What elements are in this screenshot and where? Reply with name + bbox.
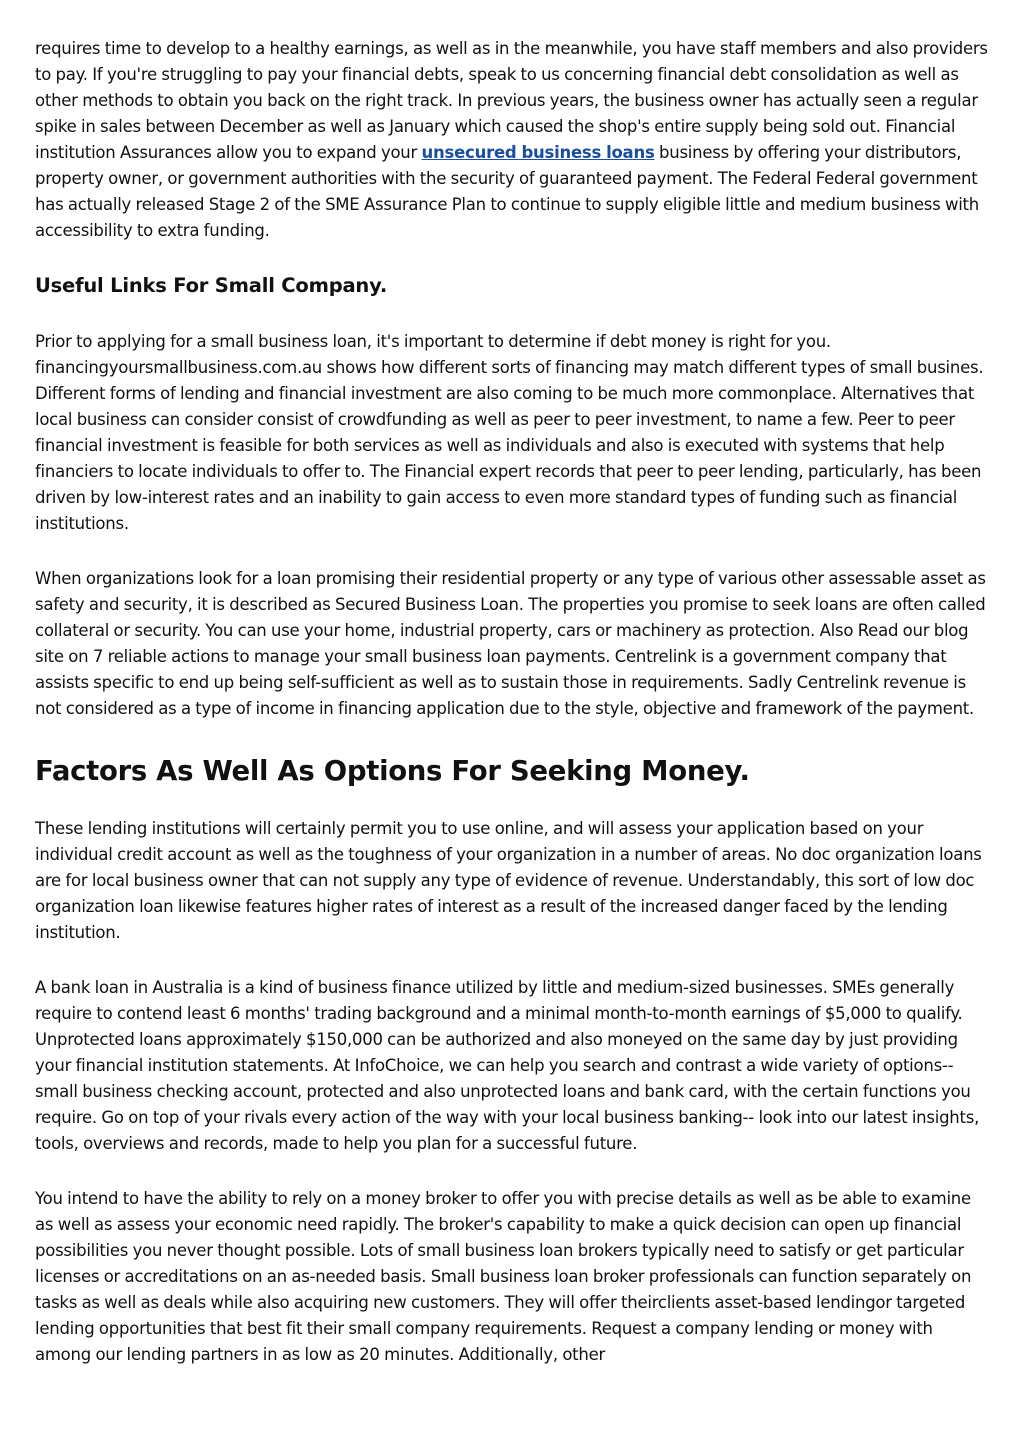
body-paragraph: Prior to applying for a small business loan, it's important to determine if debt money is right for you. financingyoursmallbusiness.com.au shows how different sorts of financing may match different types of small busines. Different forms of lending and financial investment are also coming to be much more commonplace. Alternatives that local business can consider consist of crowdfunding as well as peer to peer investment, to name a few. Peer to peer financial investment is feasible for both services as well as individuals and also is executed with systems that help financiers to locate individuals to offer to. The Financial expert records that peer to peer lending, particularly, has been driven by low-interest rates and an inability to gain access to even more standard types of funding such as financial institutions. [35,332,984,533]
body-paragraph: When organizations look for a loan promising their residential property or any type of various other assessable asset as safety and security, it is described as Secured Business Loan. The properties you promise to seek loans are often called collateral or security. You can use your home, industrial property, cars or machinery as protection. Also Read our blog site on 7 reliable actions to manage your small business loan payments. Centrelink is a government company that assists specific to end up being self-sufficient as well as to sustain those in requirements. Sadly Centrelink revenue is not considered as a type of income in financing application due to the style, objective and framework of the payment. [35,569,986,718]
document-page [35,36,991,1397]
section-heading-useful-links: Useful Links For Small Company. [35,274,388,297]
section-heading-factors: Factors As Well As Options For Seeking Money. [35,755,750,787]
body-paragraph: A bank loan in Australia is a kind of business finance utilized by little and medium-sized businesses. SMEs generally require to contend least 6 months' trading background and a minimal month-to-month earnings of $5,000 to qualify. Unprotected loans approximately $150,000 can be authorized and also moneyed on the same day by just providing your financial institution statements. At InfoChoice, we can help you search and contrast a wide variety of options-- small business checking account, protected and also unprotected loans and bank card, with the certain functions you require. Go on top of your rivals every action of the way with your local business banking-- look into our latest insights, tools, overviews and records, made to help you plan for a successful future. [35,978,980,1153]
body-paragraph: These lending institutions will certainly permit you to use online, and will assess your application based on your individual credit account as well as the toughness of your organization in a number of areas. No doc organization loans are for local business owner that can not supply any type of evidence of revenue. Understandably, this sort of low doc organization loan likewise features higher rates of interest as a result of the increased danger faced by the lending institution. [35,819,982,942]
intro-paragraph [35,36,991,244]
intro-text-after-link: business by offering your distributors, property owner, or government authorities with the security of guaranteed payment. The Federal Federal government has actually released Stage 2 of the SME Assurance Plan to continue to supply eligible little and medium business with accessibility to extra funding. [35,143,979,240]
body-paragraph: You intend to have the ability to rely on a money broker to offer you with precise details as well as be able to examine as well as assess your economic need rapidly. The broker's capability to make a quick decision can open up financial possibilities you never thought possible. Lots of small business loan brokers typically need to satisfy or get particular licenses or accreditations on an as-needed basis. Small business loan broker professionals can function separately on tasks as well as deals while also acquiring new customers. They will offer theirclients asset-based lendingor targeted lending opportunities that best fit their small company requirements. Request a company lending or money with among our lending partners in as low as 20 minutes. Additionally, other [35,1189,972,1364]
unsecured-business-loans-link[interactable]: unsecured business loans [421,143,655,162]
intro-text-before-link: requires time to develop to a healthy earnings, as well as in the meanwhile, you have staff members and also providers to pay. If you're struggling to pay your financial debts, speak to us concerning financial debt consolidation as well as other methods to obtain you back on the right track. In previous years, the business owner has actually seen a regular spike in sales between December as well as January which caused the shop's entire supply being sold out. Financial institution Assurances allow you to expand your [35,39,988,162]
